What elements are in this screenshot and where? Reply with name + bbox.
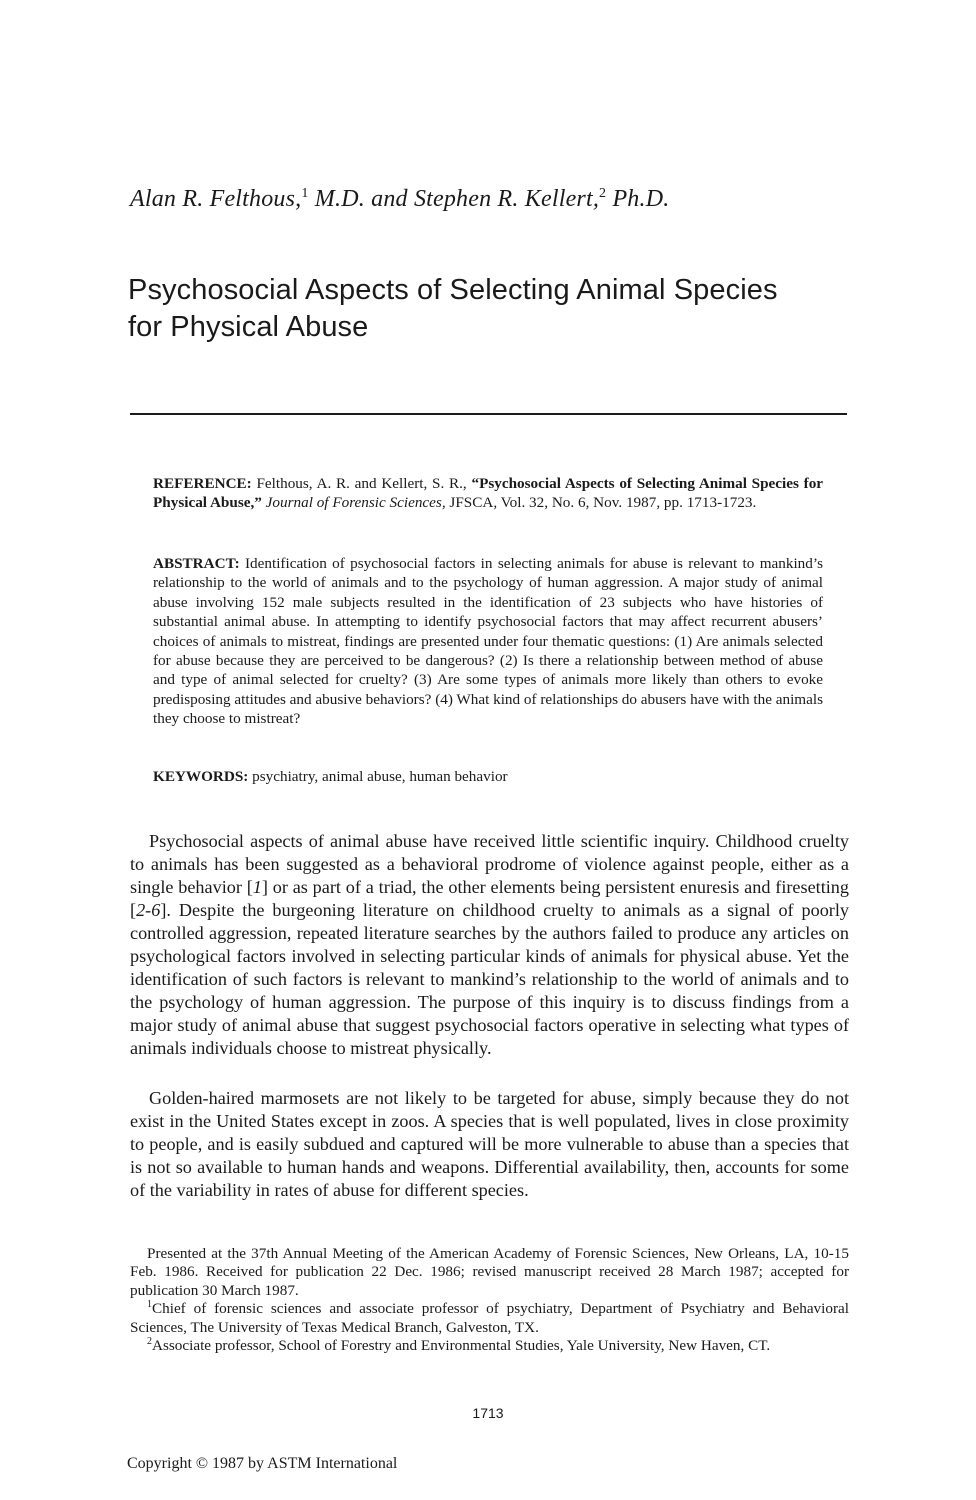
reference-journal: Journal of Forensic Sciences, bbox=[265, 494, 446, 512]
title-line-2: for Physical Abuse bbox=[128, 311, 369, 343]
abstract-label: ABSTRACT: bbox=[153, 555, 240, 572]
footnote-2 bbox=[130, 1337, 849, 1355]
reference-article-title: “Psychosocial Aspects of Selecting Animal Species for Physical Abuse,” bbox=[153, 475, 824, 512]
footnote-presented: Presented at the 37th Annual Meeting of the American Academy of Forensic Sciences, New Orleans, LA, 10-15 Feb. 1986. Received for publication 22 Dec. 1986; revised manuscript received 28 March 1987; accepted for publication 30 March 1987. bbox=[130, 1245, 849, 1299]
article-title bbox=[128, 272, 888, 346]
footnote-1 bbox=[130, 1300, 849, 1337]
title-divider bbox=[130, 413, 847, 415]
copyright-notice: Copyright © 1987 by ASTM International bbox=[127, 1455, 398, 1472]
p1-text-c: ]. Despite the burgeoning literature on childhood cruelty to animals as a signal of poorly controlled aggression, repeated literature searches by the authors failed to produce any articles on psychological factors involved in selecting particular kinds of animals for physical abuse. Yet the identification of such factors is relevant to mankind’s relationship to the world of animals and to the psychology of human aggression. The purpose of this inquiry is to discuss findings from a major study of animal abuse that suggest psychosocial factors operative in selecting what types of animals individuals choose to mistreat physically. bbox=[130, 900, 849, 1058]
p2-text: Golden-haired marmosets are not likely to be targeted for abuse, simply because they do not exist in the United States except in zoos. A species that is well populated, lives in close proximity to people, and is easily subdued and captured will be more vulnerable to abuse than a species that is not so available to human hands and weapons. Differential availability, then, accounts for some of the variability in rates of abuse for different species. bbox=[130, 1088, 849, 1200]
keywords-label: KEYWORDS: bbox=[153, 768, 249, 785]
footnote-2-text: Associate professor, School of Forestry and Environmental Studies, Yale University, New Haven, CT. bbox=[152, 1337, 771, 1355]
author1-footnote-mark: 1 bbox=[301, 186, 309, 201]
footnote-1-mark: 1 bbox=[147, 1299, 152, 1311]
author2-degree: Ph.D. bbox=[612, 186, 670, 212]
abstract-block bbox=[153, 554, 823, 729]
title-line-1: Psychosocial Aspects of Selecting Animal Species bbox=[128, 274, 778, 306]
footnote-2-mark: 2 bbox=[147, 1335, 152, 1347]
reference-details: JFSCA, Vol. 32, No. 6, Nov. 1987, pp. 1713-1723. bbox=[449, 494, 757, 512]
p1-text-b: ] or as part of a triad, the other elements being persistent enuresis and firesetting [ bbox=[130, 877, 849, 920]
body-paragraph-2 bbox=[130, 1087, 849, 1202]
author2-name: Stephen R. Kellert, bbox=[413, 186, 600, 212]
citation-2-6: 2-6 bbox=[136, 900, 161, 920]
author2-footnote-mark: 2 bbox=[599, 186, 607, 201]
and-word: and bbox=[371, 186, 408, 212]
author1-degree: M.D. bbox=[314, 186, 365, 212]
p1-text-a: Psychosocial aspects of animal abuse have received little scientific inquiry. Childhood cruelty to animals has been suggested as a behavioral prodrome of violence against people, either as a single behavior [ bbox=[130, 831, 849, 897]
footnotes bbox=[130, 1245, 849, 1355]
page-number: 1713 bbox=[472, 1405, 504, 1421]
reference-label: REFERENCE: bbox=[153, 475, 252, 492]
reference-authors: Felthous, A. R. and Kellert, S. R., bbox=[256, 475, 467, 492]
body-paragraph-1 bbox=[130, 830, 849, 1060]
keywords-text: psychiatry, animal abuse, human behavior bbox=[252, 768, 508, 785]
citation-1: 1 bbox=[252, 877, 262, 897]
keywords-block bbox=[153, 767, 823, 786]
author1-name: Alan R. Felthous, bbox=[130, 186, 302, 212]
reference-block bbox=[153, 474, 823, 513]
abstract-text: Identification of psychosocial factors in selecting animals for abuse is relevant to mankind’s relationship to the world of animals and to the psychology of human aggression. A major study of animal abuse involving 152 male subjects resulted in the identification of 23 subjects who have histories of substantial animal abuse. In attempting to identify psychosocial factors that may affect recurrent abusers’ choices of animals to mistreat, findings are presented under four thematic questions: (1) Are animals selected for abuse because they are perceived to be dangerous? (2) Is there a relationship between method of abuse and type of animal selected for cruelty? (3) Are some types of animals more likely than others to evoke predisposing attitudes and abusive behaviors? (4) What kind of relationships do abusers have with the animals they choose to mistreat? bbox=[153, 555, 823, 728]
author-line bbox=[130, 186, 669, 213]
footnote-1-text: Chief of forensic sciences and associate professor of psychiatry, Department of Psychiatry and Behavioral Sciences, The University of Texas Medical Branch, Galveston, TX. bbox=[130, 1300, 849, 1336]
